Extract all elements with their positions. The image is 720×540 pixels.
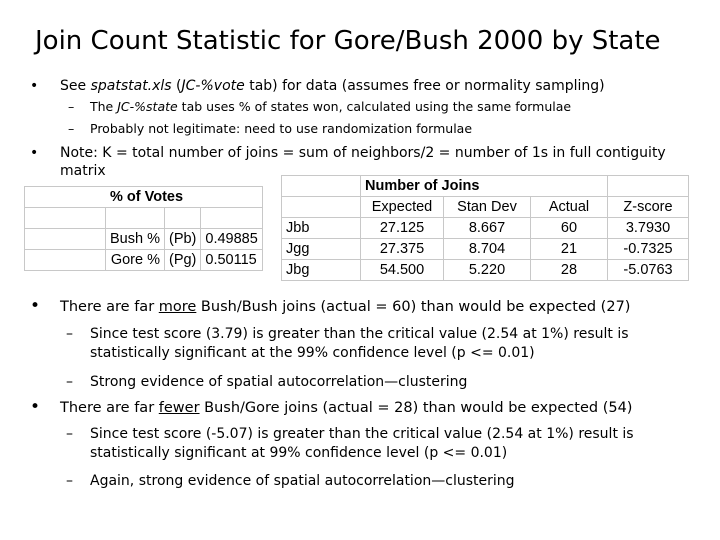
table-row: Gore % (Pg) 0.50115 bbox=[25, 250, 263, 271]
table-row: Jbg 54.500 5.220 28 -5.0763 bbox=[282, 260, 689, 281]
dash-icon: – bbox=[66, 374, 73, 390]
bullet-bush-bush: • There are far more Bush/Bush joins (actual = 60) than would be expected (27) bbox=[30, 296, 631, 316]
bullet-icon: • bbox=[30, 78, 39, 94]
bullet-note: • Note: K = total number of joins = sum of neighbors/2 = number of 1s in full contiguity matrix bbox=[30, 145, 666, 179]
dash-icon: – bbox=[66, 473, 73, 489]
emphasis-more: more bbox=[158, 299, 197, 315]
tab-name: JC-%vote bbox=[181, 78, 245, 94]
joins-table bbox=[281, 175, 689, 281]
dash-icon: – bbox=[66, 426, 73, 442]
sub-bullet-evidence-bb: – Strong evidence of spatial autocorrelation—clustering bbox=[66, 374, 468, 390]
table-row: Bush % (Pb) 0.49885 bbox=[25, 229, 263, 250]
bullet-icon: • bbox=[30, 397, 41, 417]
sub-bullet-test-score-bg: – Since test score (-5.07) is greater than the critical value (2.54 at 1%) result is statistically significant at 99% confidence level (p <= 0.01) bbox=[66, 426, 634, 461]
sub-bullet-evidence-bg: – Again, strong evidence of spatial autocorrelation—clustering bbox=[66, 473, 515, 489]
table-row: Jbb 27.125 8.667 60 3.7930 bbox=[282, 218, 689, 239]
slide-title: Join Count Statistic for Gore/Bush 2000 by State bbox=[35, 26, 661, 56]
votes-table-header: % of Votes bbox=[106, 187, 201, 208]
dash-icon: – bbox=[66, 326, 73, 342]
bullet-icon: • bbox=[30, 145, 39, 161]
table-row: Jgg 27.375 8.704 21 -0.7325 bbox=[282, 239, 689, 260]
sub-bullet-randomization: – Probably not legitimate: need to use randomization formulae bbox=[68, 121, 473, 136]
bullet-data-source: • See spatstat.xls (JC-%vote tab) for data (assumes free or normality sampling) bbox=[30, 78, 605, 94]
sub-bullet-test-score-bb: – Since test score (3.79) is greater than the critical value (2.54 at 1%) result is statistically significant at the 99% confidence level (p <= 0.01) bbox=[66, 326, 629, 361]
emphasis-fewer: fewer bbox=[158, 400, 200, 416]
bullet-icon: • bbox=[30, 296, 41, 316]
joins-table-header: Number of Joins bbox=[361, 176, 531, 197]
votes-table bbox=[24, 186, 263, 271]
sub-bullet-state-tab: – The JC-%state tab uses % of states won, calculated using the same formulae bbox=[68, 99, 572, 114]
bullet-bush-gore: • There are far fewer Bush/Gore joins (actual = 28) than would be expected (54) bbox=[30, 397, 633, 417]
dash-icon: – bbox=[68, 121, 75, 136]
spreadsheet-filename: spatstat.xls bbox=[90, 78, 172, 94]
joins-table-columns: Expected Stan Dev Actual Z-score bbox=[282, 197, 689, 218]
dash-icon: – bbox=[68, 99, 75, 114]
